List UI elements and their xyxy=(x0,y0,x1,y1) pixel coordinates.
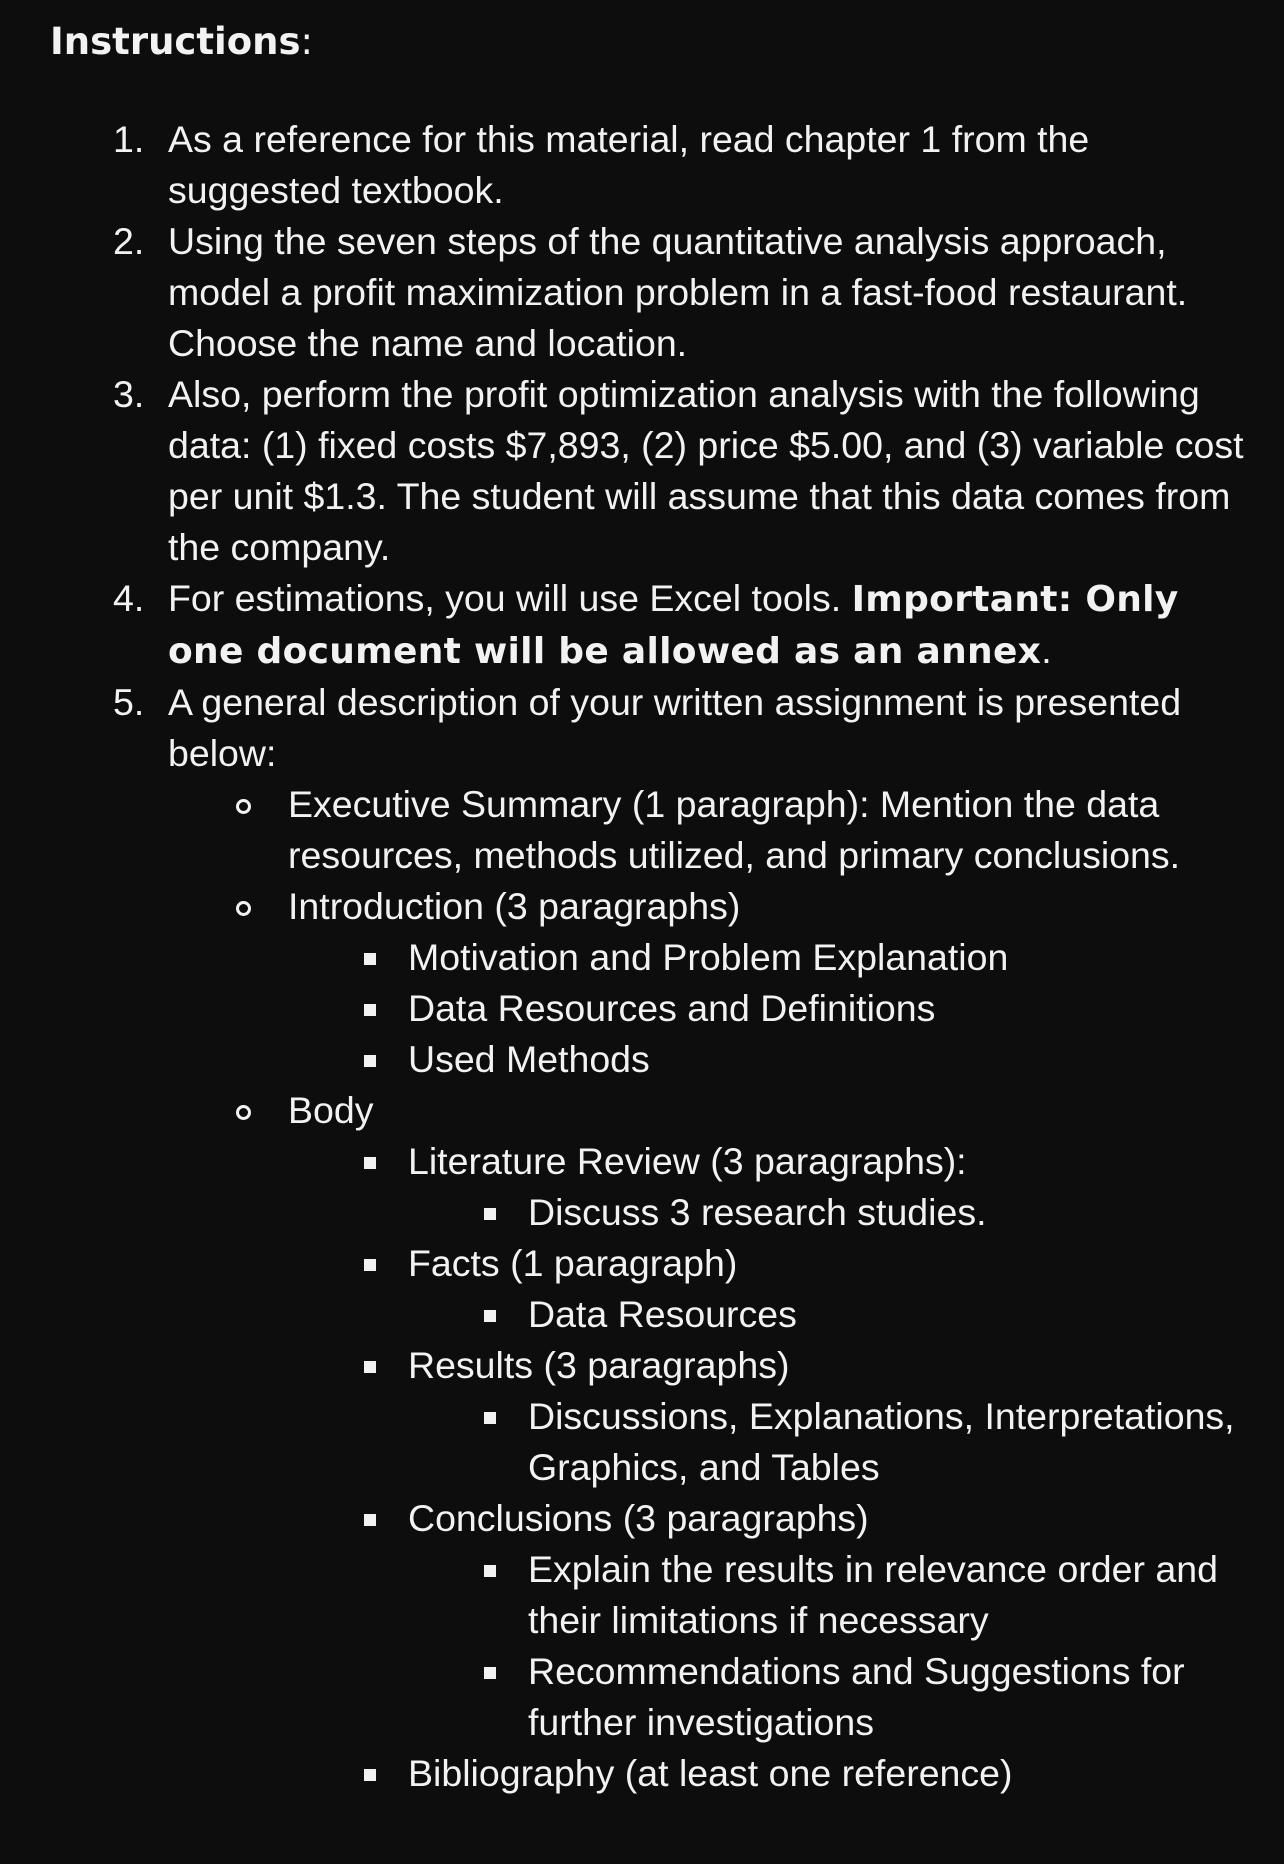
list-item-text: Facts (1 paragraph) xyxy=(408,1242,738,1284)
outline-item-text: Body xyxy=(288,1089,374,1131)
square-bullet-icon xyxy=(364,1055,376,1067)
list-item xyxy=(528,1187,1264,1238)
list-item xyxy=(408,1034,1264,1085)
list-item-text: Explain the results in relevance order and their limitations if necessary xyxy=(528,1548,1218,1641)
square-bullet-icon xyxy=(364,1157,376,1169)
square-bullet-icon xyxy=(484,1667,496,1679)
list-item xyxy=(408,983,1264,1034)
instructions-heading xyxy=(50,16,1264,67)
square-bullet-icon xyxy=(364,1004,376,1016)
list-item xyxy=(528,1544,1264,1646)
list-item-text: Used Methods xyxy=(408,1038,650,1080)
heading-colon: : xyxy=(300,20,313,63)
body-bibliography xyxy=(408,1748,1264,1799)
list-item-text: Data Resources and Definitions xyxy=(408,987,936,1029)
step-3 xyxy=(113,369,1264,573)
facts-sublist xyxy=(408,1289,1264,1340)
hollow-bullet-icon xyxy=(236,799,251,814)
outline-item-text: Introduction (3 paragraphs) xyxy=(288,885,741,927)
step-text: For estimations, you will use Excel tools. xyxy=(168,577,852,619)
conclusions-sublist xyxy=(408,1544,1264,1748)
step-1 xyxy=(113,114,1264,216)
list-item xyxy=(528,1391,1264,1493)
square-bullet-icon xyxy=(484,1412,496,1424)
list-item-text: Motivation and Problem Explanation xyxy=(408,936,1009,978)
outline-body xyxy=(288,1085,1264,1799)
square-bullet-icon xyxy=(364,1769,376,1781)
step-text-end: . xyxy=(1041,629,1052,671)
list-item xyxy=(408,932,1264,983)
square-bullet-icon xyxy=(364,1361,376,1373)
list-item-text: Conclusions (3 paragraphs) xyxy=(408,1497,869,1539)
list-item-text: Results (3 paragraphs) xyxy=(408,1344,790,1386)
hollow-bullet-icon xyxy=(236,1105,251,1120)
square-bullet-icon xyxy=(484,1208,496,1220)
step-2 xyxy=(113,216,1264,369)
step-text: A general description of your written assignment is presented below: xyxy=(168,681,1182,774)
body-literature-review xyxy=(408,1136,1264,1238)
assignment-outline xyxy=(168,779,1264,1799)
step-4 xyxy=(113,573,1264,677)
list-item-text: Literature Review (3 paragraphs): xyxy=(408,1140,967,1182)
list-item-text: Discuss 3 research studies. xyxy=(528,1191,987,1233)
important-note: Important: Only one document will be allowed as an annex xyxy=(168,579,1179,672)
step-text: Using the seven steps of the quantitative analysis approach, model a profit maximization problem in a fast-food restaurant. Choose the name and location. xyxy=(168,220,1188,364)
step-number: 2. xyxy=(113,220,145,262)
step-number: 4. xyxy=(113,577,145,619)
list-item xyxy=(528,1289,1264,1340)
outline-introduction xyxy=(288,881,1264,1085)
step-number: 5. xyxy=(113,681,145,723)
literature-review-sublist xyxy=(408,1187,1264,1238)
step-number: 1. xyxy=(113,118,145,160)
square-bullet-icon xyxy=(364,953,376,965)
body-sublist xyxy=(288,1136,1264,1799)
list-item-text: Recommendations and Suggestions for further investigations xyxy=(528,1650,1185,1743)
steps-list xyxy=(50,114,1264,1799)
outline-executive-summary xyxy=(288,779,1264,881)
square-bullet-icon xyxy=(484,1565,496,1577)
step-text: Also, perform the profit optimization analysis with the following data: (1) fixed costs $7,893, (2) price $5.00, and (3) variable cost per unit $1.3. The student will assume that this data comes from the company. xyxy=(168,373,1244,568)
body-facts xyxy=(408,1238,1264,1340)
list-item-text: Data Resources xyxy=(528,1293,797,1335)
step-text: As a reference for this material, read chapter 1 from the suggested textbook. xyxy=(168,118,1090,211)
list-item-text: Discussions, Explanations, Interpretations, Graphics, and Tables xyxy=(528,1395,1235,1488)
outline-item-text: Executive Summary (1 paragraph): Mention the data resources, methods utilized, and primary conclusions. xyxy=(288,783,1181,876)
square-bullet-icon xyxy=(364,1259,376,1271)
step-5 xyxy=(113,677,1264,1799)
square-bullet-icon xyxy=(484,1310,496,1322)
results-sublist xyxy=(408,1391,1264,1493)
square-bullet-icon xyxy=(364,1514,376,1526)
hollow-bullet-icon xyxy=(236,901,251,916)
body-results xyxy=(408,1340,1264,1493)
list-item xyxy=(528,1646,1264,1748)
step-number: 3. xyxy=(113,373,145,415)
introduction-sublist xyxy=(288,932,1264,1085)
list-item-text: Bibliography (at least one reference) xyxy=(408,1752,1013,1794)
body-conclusions xyxy=(408,1493,1264,1748)
heading-title: Instructions xyxy=(50,20,301,63)
